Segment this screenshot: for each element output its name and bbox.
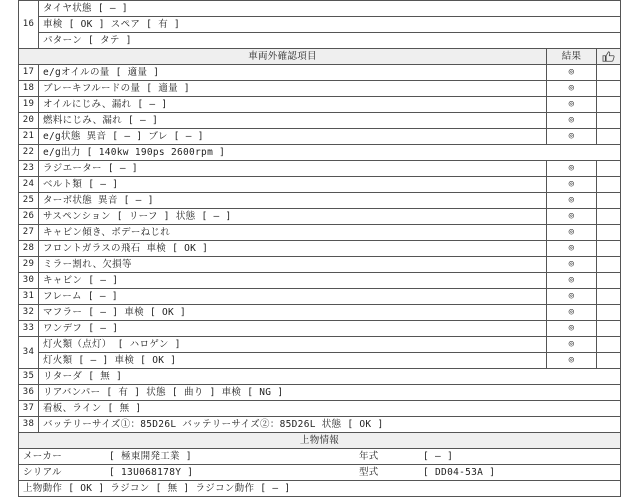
section-title: 上物情報: [19, 433, 621, 449]
table-row: [19, 161, 621, 177]
result-mark: ◎: [547, 273, 597, 289]
row-number: 36: [19, 385, 39, 401]
blank-cell: [597, 337, 621, 353]
info-value: [ DD04-53A ]: [423, 467, 496, 478]
row-number: 20: [19, 113, 39, 129]
result-mark: ◎: [547, 113, 597, 129]
table-row: [19, 177, 621, 193]
result-header: 結果: [547, 49, 597, 65]
row-text: 灯火類 [ ― ] 車検 [ OK ]: [39, 353, 547, 369]
section-title: 車両外確認項目: [19, 49, 547, 65]
table-row: [19, 209, 621, 225]
blank-cell: [597, 305, 621, 321]
result-icon-cell: [597, 49, 621, 65]
info-cell: [19, 449, 621, 465]
row-text: ラジエーター [ ― ]: [39, 161, 547, 177]
row-number: 17: [19, 65, 39, 81]
table-row: [19, 321, 621, 337]
row-number: 33: [19, 321, 39, 337]
blank-cell: [597, 353, 621, 369]
table-row: [19, 481, 621, 497]
info-value: [ 極東開発工業 ]: [109, 451, 192, 462]
row-text: キャビン [ ― ]: [39, 273, 547, 289]
table-row: [19, 465, 621, 481]
result-mark: ◎: [547, 81, 597, 97]
row-number: 16: [19, 1, 39, 49]
row-text: リターダ [ 無 ]: [39, 369, 621, 385]
info-label: メーカー: [23, 451, 63, 462]
blank-cell: [597, 97, 621, 113]
table-row: [19, 225, 621, 241]
table-row: [19, 305, 621, 321]
blank-cell: [597, 65, 621, 81]
result-mark: ◎: [547, 65, 597, 81]
row-number: 31: [19, 289, 39, 305]
blank-cell: [597, 321, 621, 337]
result-mark: ◎: [547, 97, 597, 113]
row-text: ターボ状態 異音 [ ― ]: [39, 193, 547, 209]
row-number: 19: [19, 97, 39, 113]
result-mark: ◎: [547, 209, 597, 225]
blank-cell: [597, 289, 621, 305]
table-row: [19, 401, 621, 417]
row-text: ミラー割れ、欠損等: [39, 257, 547, 273]
info-label: 年式: [359, 451, 379, 462]
row-text: e/g状態 異音 [ ― ] ブレ [ ― ]: [39, 129, 547, 145]
table-row: [19, 81, 621, 97]
result-mark: ◎: [547, 241, 597, 257]
row-text: ブレーキフルードの量 [ 適量 ]: [39, 81, 547, 97]
row-text: パターン [ タテ ]: [39, 33, 621, 49]
row-text: リアバンパー [ 有 ] 状態 [ 曲り ] 車検 [ NG ]: [39, 385, 621, 401]
result-mark: ◎: [547, 353, 597, 369]
row-text: e/gオイルの量 [ 適量 ]: [39, 65, 547, 81]
thumbs-up-icon: [602, 51, 615, 62]
table-row: [19, 449, 621, 465]
result-mark: ◎: [547, 193, 597, 209]
blank-cell: [597, 257, 621, 273]
blank-cell: [597, 81, 621, 97]
table-row: [19, 33, 621, 49]
result-mark: ◎: [547, 321, 597, 337]
blank-cell: [597, 273, 621, 289]
row-text: マフラー [ ― ] 車検 [ OK ]: [39, 305, 547, 321]
table-row: [19, 193, 621, 209]
row-text: キャビン傾き、ボデーねじれ: [39, 225, 547, 241]
row-number: 21: [19, 129, 39, 145]
row-number: 27: [19, 225, 39, 241]
table-row: [19, 17, 621, 33]
row-number: 35: [19, 369, 39, 385]
info-label: シリアル: [23, 467, 62, 478]
table-row: [19, 1, 621, 17]
table-row: [19, 97, 621, 113]
row-number: 26: [19, 209, 39, 225]
row-number: 23: [19, 161, 39, 177]
table-row: [19, 145, 621, 161]
row-text: タイヤ状態 [ ― ]: [39, 1, 621, 17]
info-value: [ 13U068178Y ]: [109, 467, 194, 478]
row-number: 18: [19, 81, 39, 97]
info-label: 型式: [359, 467, 379, 478]
inspection-sheet: [18, 0, 620, 494]
row-text: ベルト類 [ ― ]: [39, 177, 547, 193]
row-text: 灯火類（点灯） [ ハロゲン ]: [39, 337, 547, 353]
info-value: [ ― ]: [423, 451, 454, 462]
row-text: 看板、ライン [ 無 ]: [39, 401, 621, 417]
blank-cell: [597, 177, 621, 193]
blank-cell: [597, 129, 621, 145]
row-number: 34: [19, 337, 39, 369]
row-number: 22: [19, 145, 39, 161]
info-cell: [19, 465, 621, 481]
row-number: 24: [19, 177, 39, 193]
row-text: 車検 [ OK ] スペア [ 有 ]: [39, 17, 621, 33]
result-mark: ◎: [547, 129, 597, 145]
section-header-body: [19, 433, 621, 449]
table-row: [19, 289, 621, 305]
result-mark: ◎: [547, 161, 597, 177]
inspection-table: [18, 0, 621, 497]
table-row: [19, 129, 621, 145]
row-text: フロントガラスの飛石 車検 [ OK ]: [39, 241, 547, 257]
row-number: 30: [19, 273, 39, 289]
table-row: [19, 385, 621, 401]
result-mark: ◎: [547, 177, 597, 193]
row-text: オイルにじみ、漏れ [ ― ]: [39, 97, 547, 113]
row-text: サスペンション [ リーフ ] 状態 [ ― ]: [39, 209, 547, 225]
result-mark: ◎: [547, 257, 597, 273]
row-number: 38: [19, 417, 39, 433]
row-number: 29: [19, 257, 39, 273]
table-row: [19, 369, 621, 385]
result-mark: ◎: [547, 337, 597, 353]
blank-cell: [597, 193, 621, 209]
result-mark: ◎: [547, 305, 597, 321]
blank-cell: [597, 209, 621, 225]
table-row: [19, 353, 621, 369]
row-number: 25: [19, 193, 39, 209]
row-text: ワンデフ [ ― ]: [39, 321, 547, 337]
table-row: [19, 417, 621, 433]
table-row: [19, 337, 621, 353]
table-row: [19, 257, 621, 273]
row-text: フレーム [ ― ]: [39, 289, 547, 305]
row-number: 32: [19, 305, 39, 321]
row-text: バッテリーサイズ①：85D26L バッテリーサイズ②：85D26L 状態 [ OK ]: [39, 417, 621, 433]
blank-cell: [597, 225, 621, 241]
blank-cell: [597, 241, 621, 257]
row-text: 燃料にじみ、漏れ [ ― ]: [39, 113, 547, 129]
result-mark: ◎: [547, 289, 597, 305]
result-mark: ◎: [547, 225, 597, 241]
operation-text: 上物動作 [ OK ] ラジコン [ 無 ] ラジコン動作 [ ― ]: [19, 481, 621, 497]
section-header-exterior: [19, 49, 621, 65]
table-row: [19, 273, 621, 289]
table-row: [19, 113, 621, 129]
blank-cell: [597, 161, 621, 177]
blank-cell: [597, 113, 621, 129]
table-row: [19, 241, 621, 257]
row-number: 37: [19, 401, 39, 417]
row-number: 28: [19, 241, 39, 257]
row-text: e/g出力 [ 140kw 190ps 2600rpm ]: [39, 145, 621, 161]
table-row: [19, 65, 621, 81]
